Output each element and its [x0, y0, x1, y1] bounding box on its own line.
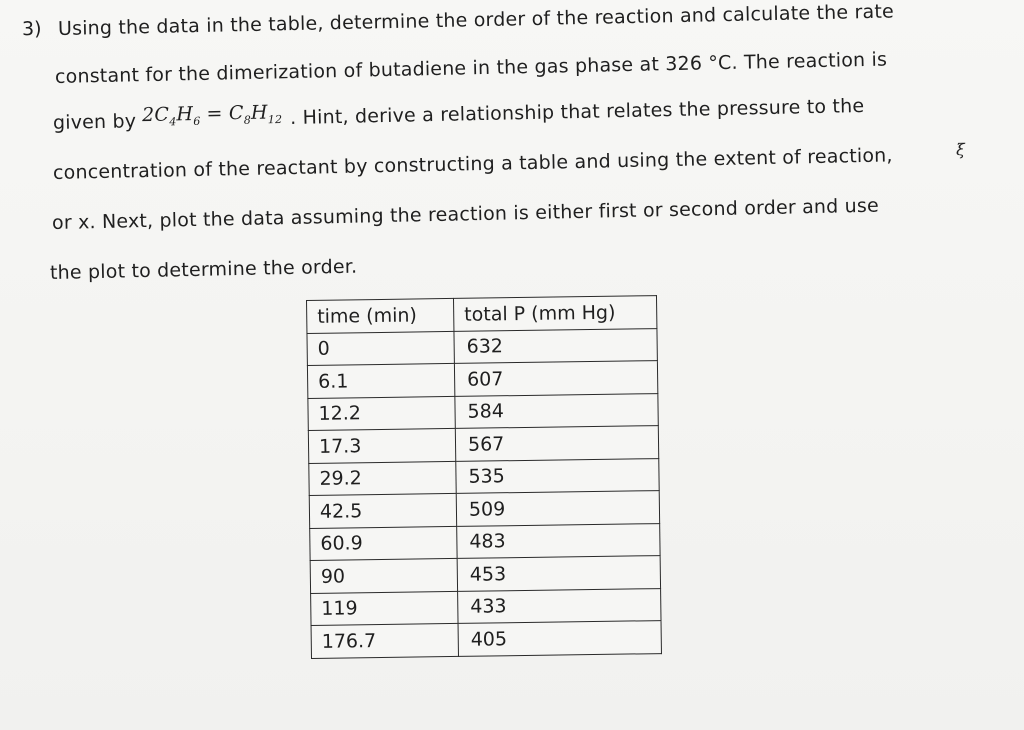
cell-pressure: 607 — [454, 361, 657, 396]
cell-pressure: 453 — [457, 556, 660, 591]
table-row — [308, 426, 658, 463]
cell-time: 60.9 — [310, 526, 457, 561]
data-table — [306, 295, 662, 658]
table-row — [307, 361, 657, 398]
question-number: 3) — [21, 17, 42, 41]
cell-pressure: 483 — [457, 523, 660, 558]
cell-time: 29.2 — [309, 461, 456, 496]
cell-time: 0 — [307, 331, 454, 366]
cell-pressure: 509 — [456, 491, 659, 526]
cell-time: 176.7 — [311, 623, 458, 658]
question-line-4: concentration of the reactant by constructing a table and using the extent of reaction, — [52, 144, 893, 184]
table-row — [309, 491, 659, 528]
table-row — [310, 523, 660, 560]
question-line-6: the plot to determine the order. — [49, 255, 358, 284]
question-line-5: or x. Next, plot the data assuming the reaction is either first or second order and use — [51, 194, 880, 234]
cell-pressure: 584 — [455, 393, 658, 428]
cell-pressure: 405 — [458, 621, 661, 656]
table-row — [311, 621, 661, 658]
cell-pressure: 632 — [454, 328, 657, 363]
table-row — [309, 458, 659, 495]
question-line-3 — [53, 95, 865, 137]
cell-time: 17.3 — [308, 428, 455, 463]
header-time: time (min) — [307, 298, 454, 333]
table-header-row — [307, 296, 657, 333]
table-row — [310, 556, 660, 593]
question-line-1: Using the data in the table, determine the order of the reaction and calculate the rate — [57, 0, 895, 40]
table-row — [307, 328, 657, 365]
question-line-2: constant for the dimerization of butadiene in the gas phase at 326 °C. The reaction is — [54, 48, 888, 88]
header-pressure: total P (mm Hg) — [453, 296, 656, 331]
cell-time: 90 — [310, 558, 457, 593]
question-line-3-post: . Hint, derive a relationship that relates the pressure to the — [289, 95, 865, 130]
cell-pressure: 433 — [458, 588, 661, 623]
cell-time: 119 — [311, 591, 458, 626]
cell-pressure: 567 — [455, 426, 658, 461]
cell-time: 42.5 — [309, 493, 456, 528]
cell-time: 6.1 — [307, 363, 454, 398]
reaction-formula: $2C_4H_6 = C_8H_{12}$ — [141, 101, 283, 129]
cell-pressure: 535 — [456, 458, 659, 493]
question-line-3-pre: given by — [52, 110, 137, 134]
table-row — [308, 393, 658, 430]
extent-symbol: ξ — [955, 139, 966, 160]
table-row — [311, 588, 661, 625]
cell-time: 12.2 — [308, 396, 455, 431]
